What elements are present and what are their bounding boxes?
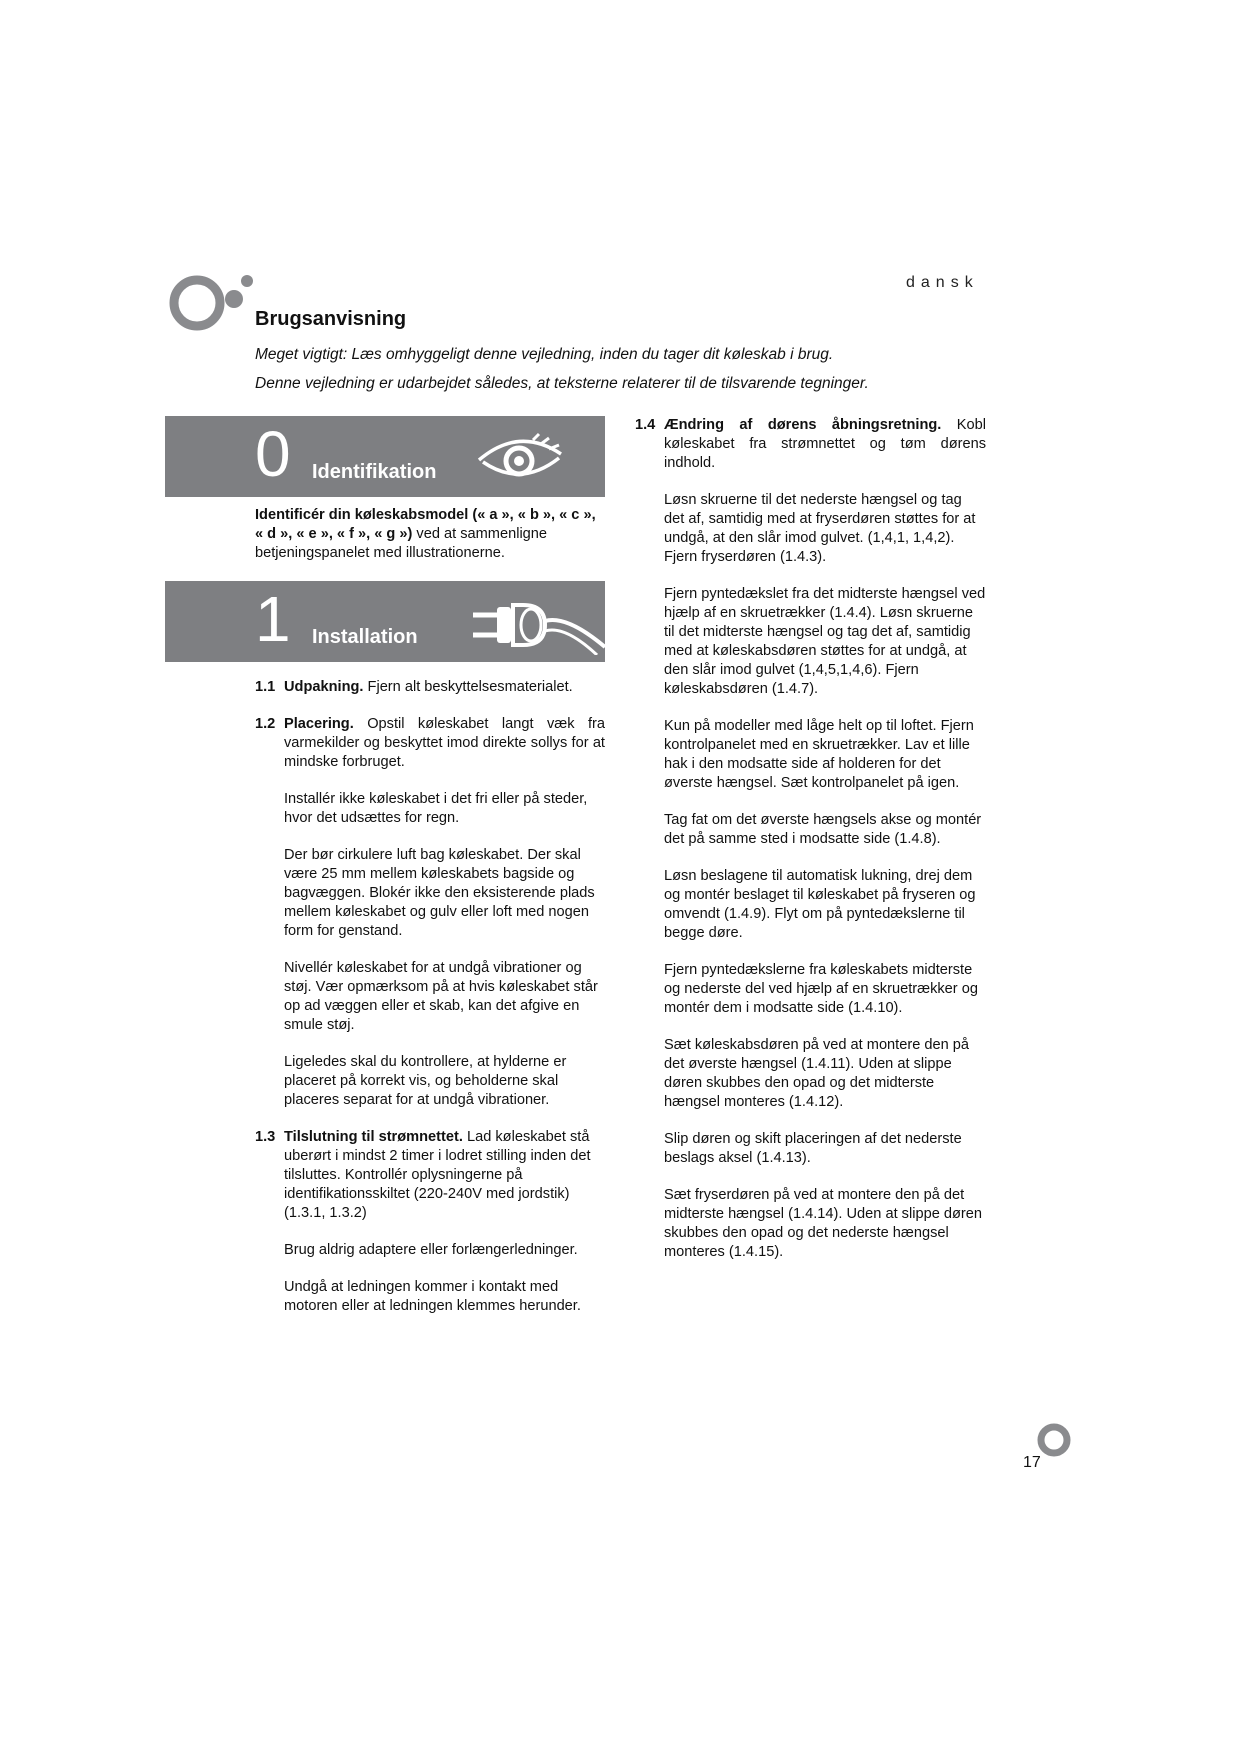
- item-number: 1.4: [635, 417, 656, 433]
- paragraph: Installér ikke køleskabet i det fri eller på steder, hvor det udsættes for regn.: [284, 791, 588, 826]
- paragraph: Ligeledes skal du kontrollere, at hylderne er placeret på korrekt vis, og beholderne skal placeres separat for at undgå vibrationer.: [284, 1054, 567, 1108]
- section-1-number: 1: [255, 583, 291, 655]
- section-1-content: [255, 678, 605, 1316]
- page-title: Brugsanvisning: [255, 308, 407, 330]
- paragraph: Slip døren og skift placeringen af det nederste beslags aksel (1.4.13).: [664, 1131, 962, 1166]
- item-number: 1.2: [255, 716, 276, 732]
- eye-icon: [473, 428, 573, 486]
- item-text: Opstil køleskabet langt væk fra varmekilder og beskyttet imod direkte sollys for at mindske forbruget.: [284, 716, 605, 770]
- section-0-text: [255, 506, 605, 563]
- item-text: Lad køleskabet stå uberørt i mindst 2 timer i lodret stilling inden det tilsluttes. Kontrollér oplysningerne på identifikationsskiltet (220-240V med jordstik) (1.3.1, 1.3.2): [284, 1129, 591, 1221]
- paragraph: Der bør cirkulere luft bag køleskabet. Der skal være 25 mm mellem køleskabets bagside og bagvæggen. Blokér ikke den eksisterende plads mellem køleskabet og gulv eller loft med nogen form for genstand.: [284, 847, 595, 939]
- paragraph: Undgå at ledningen kommer i kontakt med motoren eller at ledningen klemmes herunder.: [284, 1279, 581, 1314]
- brand-circles-logo: [168, 272, 254, 336]
- item-1-2: [255, 715, 605, 772]
- identification-instructions: ved at sammenligne betjeningspanelet med illustrationerne.: [255, 526, 548, 561]
- item-text: Fjern alt beskyttelsesmaterialet.: [367, 679, 573, 695]
- paragraph: Fjern pyntedækslet fra det midterste hængsel ved hjælp af en skruetrækker (1.4.4). Løsn skruerne til det midterste hængsel og tag det af, samtidig med at køleskabsdøren støttes for at undgå, at den slår imod gulvet (1,4,5,1,4,6). Fjern køleskabsdøren (1.4.7).: [664, 586, 986, 697]
- intro-important: Meget vigtigt: Læs omhyggeligt denne vejledning, inden du tager dit køleskab i brug.: [255, 346, 834, 363]
- item-text: Kobl køleskabet fra strømnettet og tøm dørens indhold.: [664, 417, 987, 471]
- page-ring-icon: [1036, 1422, 1072, 1458]
- paragraph: Kun på modeller med låge helt op til loftet. Fjern kontrolpanelet med en skruetrækker. Lav et lille hak i den modsatte side af holderen for det øverste hængsel. Sæt kontrolpanelet på igen.: [664, 718, 974, 791]
- paragraph: Sæt køleskabsdøren på ved at montere den på det øverste hængsel (1.4.11). Uden at slippe døren skubbes den opad og det midterste hængsel monteres (1.4.12).: [664, 1037, 970, 1110]
- paragraph: Fjern pyntedækslerne fra køleskabets midterste og nederste del ved hjælp af en skruetrækker og montér dem i modsatte side (1.4.10).: [664, 962, 978, 1016]
- item-1-3: [255, 1128, 605, 1223]
- item-number: 1.1: [255, 679, 276, 695]
- item-heading: Placering.: [284, 716, 354, 732]
- paragraph: Løsn beslagene til automatisk lukning, drej dem og montér beslaget til køleskabet på fryseren og omvendt (1.4.9). Flyt om på pyntedækslerne til begge døre.: [664, 868, 976, 941]
- paragraph: Brug aldrig adaptere eller forlængerledninger.: [284, 1242, 578, 1258]
- paragraph: Nivellér køleskabet for at undgå vibrationer og støj. Vær opmærksom på at hvis køleskabet står op ad væggen eller et skab, kan det afgive en smule støj.: [284, 960, 598, 1033]
- section-0-banner: [165, 416, 605, 497]
- language-label: dansk: [906, 274, 979, 291]
- section-0-number: 0: [255, 418, 291, 490]
- intro-structure: Denne vejledning er udarbejdet således, at teksterne relaterer til de tilsvarende tegninger.: [255, 375, 869, 392]
- item-heading: Tilslutning til strømnettet.: [284, 1129, 463, 1145]
- plug-icon: [471, 595, 605, 655]
- section-1-banner: [165, 581, 605, 662]
- item-1-1: [255, 678, 605, 697]
- paragraph: Tag fat om det øverste hængsels akse og montér det på samme sted i modsatte side (1.4.8).: [664, 812, 982, 847]
- item-1-4: [635, 416, 987, 473]
- item-heading: Udpakning.: [284, 679, 364, 695]
- page-number: 17: [1023, 1454, 1041, 1471]
- item-heading: Ændring af dørens åbningsretning.: [664, 417, 942, 433]
- paragraph: Løsn skruerne til det nederste hængsel og tag det af, samtidig med at fryserdøren støttes for at undgå, at den slår imod gulvet. (1,4,1, 1,4,2). Fjern fryserdøren (1.4.3).: [664, 492, 976, 565]
- paragraph: Sæt fryserdøren på ved at montere den på det midterste hængsel (1.4.14). Uden at slippe døren skubbes den opad og det nederste hængsel monteres (1.4.15).: [664, 1187, 982, 1260]
- section-1-label: Installation: [312, 626, 418, 648]
- section-1-4-content: [635, 416, 987, 1262]
- model-identifiers: Identificér din køleskabsmodel (« a », « b », « c », « d », « e », « f », « g »): [255, 507, 596, 542]
- item-number: 1.3: [255, 1129, 276, 1145]
- section-0-label: Identifikation: [312, 461, 437, 483]
